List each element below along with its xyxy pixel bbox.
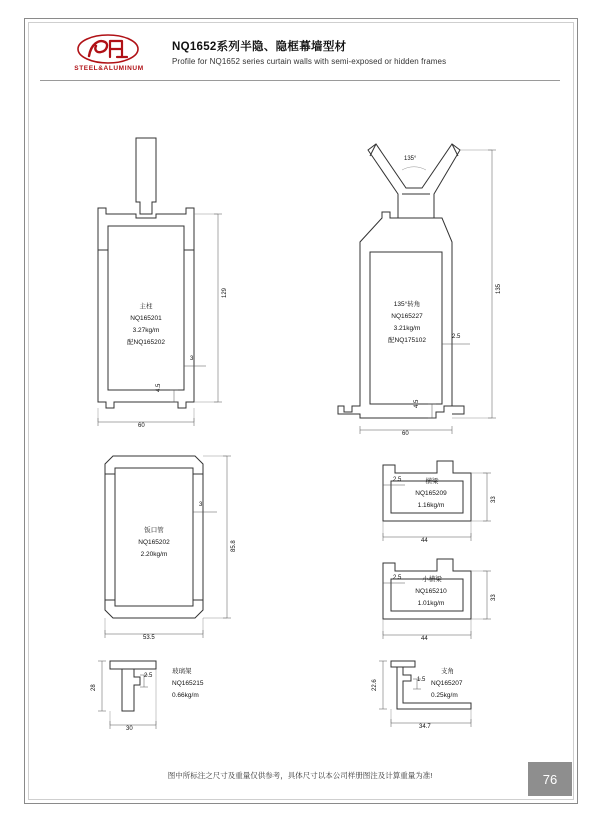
label-sealing-tube-code: NQ165202 xyxy=(138,539,170,546)
dim-bracket-wall1: 1.5 xyxy=(417,677,426,683)
label-glass-frame-name: 玻璃架 xyxy=(172,668,192,675)
dim-main-column-wall2: 4.5 xyxy=(156,383,162,392)
dim-sealing-tube-wall1: 3 xyxy=(199,502,203,508)
dim-transom-small-width: 44 xyxy=(421,636,428,642)
header-divider xyxy=(40,80,560,81)
label-corner-name: 135°转角 xyxy=(393,301,421,308)
dim-glass-frame-height: 28 xyxy=(91,684,97,691)
label-main-column-name: 主柱 xyxy=(139,303,153,310)
dim-bracket-width: 34.7 xyxy=(419,724,431,730)
dim-transom-large-height: 33 xyxy=(491,496,497,503)
label-glass-frame-code: NQ165215 xyxy=(172,680,204,687)
dim-glass-frame-wall1: 2.5 xyxy=(144,673,153,679)
dim-corner-angle: 135° xyxy=(404,156,417,162)
label-main-column-note: 配NQ165202 xyxy=(127,339,165,346)
dim-main-column-width: 60 xyxy=(138,423,145,429)
label-bracket-name: 支角 xyxy=(441,668,454,675)
page-title-cn: NQ1652系列半隐、隐框幕墙型材 xyxy=(172,41,347,53)
figure-corner-135 xyxy=(330,122,530,437)
label-main-column-weight: 3.27kg/m xyxy=(132,327,160,334)
label-glass-frame-weight: 0.66kg/m xyxy=(172,692,199,699)
label-sealing-tube-weight: 2.20kg/m xyxy=(140,551,168,558)
page-header xyxy=(40,34,560,82)
label-main-column-code: NQ165201 xyxy=(130,315,162,322)
logo-mark-icon xyxy=(77,34,139,64)
dim-glass-frame-width: 30 xyxy=(126,726,133,732)
figure-transom-small xyxy=(375,553,505,648)
dim-transom-small-height: 33 xyxy=(491,594,497,601)
dim-corner-width: 60 xyxy=(402,431,409,437)
figure-main-column xyxy=(78,130,268,430)
page-title-en: Profile for NQ1652 series curtain walls with semi-exposed or hidden frames xyxy=(172,57,447,66)
company-logo xyxy=(55,34,163,80)
logo-subtitle: STEEL&ALUMINUM xyxy=(74,65,144,72)
label-transom-large-name: 横梁 xyxy=(425,478,439,485)
page-number: 76 xyxy=(528,762,572,796)
dim-main-column-wall1: 3 xyxy=(190,356,194,362)
label-corner-note: 配NQ175102 xyxy=(388,337,426,344)
dim-bracket-height: 22.6 xyxy=(372,679,378,691)
label-transom-large-code: NQ165209 xyxy=(415,490,447,497)
dim-main-column-height: 129 xyxy=(222,287,228,298)
label-bracket-code: NQ165207 xyxy=(431,680,463,687)
dim-transom-small-wall1: 2.5 xyxy=(393,575,402,581)
label-corner-weight: 3.21kg/m xyxy=(393,325,421,332)
label-transom-small-code: NQ165210 xyxy=(415,588,447,595)
dim-transom-large-width: 44 xyxy=(421,538,428,544)
label-corner-code: NQ165227 xyxy=(391,313,423,320)
label-sealing-tube-name: 钣口管 xyxy=(144,527,164,534)
dim-sealing-tube-height: 85.8 xyxy=(231,540,237,552)
dim-sealing-tube-width: 53.5 xyxy=(143,635,155,641)
label-bracket-weight: 0.25kg/m xyxy=(431,692,458,699)
figure-transom-large xyxy=(375,455,505,550)
label-transom-large-weight: 1.16kg/m xyxy=(417,502,445,509)
dim-corner-wall1: 2.5 xyxy=(452,334,461,340)
label-transom-small-name: 小横梁 xyxy=(422,576,442,583)
dim-transom-large-wall1: 2.5 xyxy=(393,477,402,483)
dim-corner-wall2: 4.5 xyxy=(414,399,420,408)
figure-bracket xyxy=(372,655,535,735)
footer-note: 图中所标注之尺寸及重量仅供参考，具体尺寸以本公司样册图注及计算重量为准! xyxy=(167,771,433,780)
label-transom-small-weight: 1.01kg/m xyxy=(417,600,445,607)
figure-sealing-tube xyxy=(95,450,265,650)
figure-glass-frame xyxy=(91,655,250,735)
dim-corner-height: 135 xyxy=(496,283,502,294)
